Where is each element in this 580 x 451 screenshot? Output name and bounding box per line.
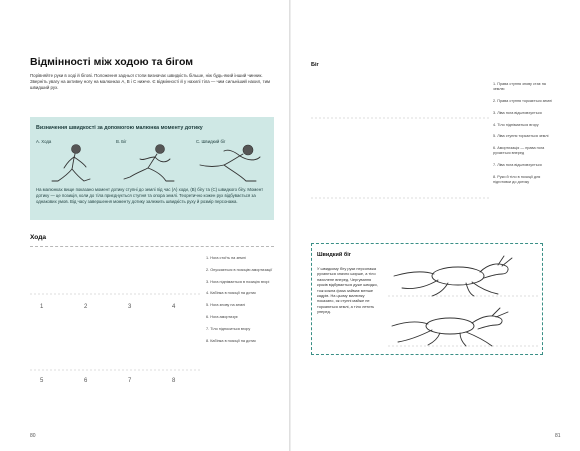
dog-sketch-top bbox=[394, 256, 512, 296]
run-note: 3. Ліва нога відштовхується bbox=[493, 110, 542, 115]
run-note: 7. Ліва нога відштовхується bbox=[493, 163, 542, 168]
label-fast-run: С. Швидкий біг bbox=[196, 139, 226, 144]
page-number-right: 81 bbox=[555, 433, 561, 439]
run-notes bbox=[493, 82, 555, 192]
fast-run-title: Швидкий біг bbox=[317, 252, 352, 258]
frame-number: 6 bbox=[84, 378, 88, 384]
fast-run-text: У швидкому бігу руки персонажа рухаються значно ширше, а тіло нахилене вперед. Чергування кроків відбувається дуже швидко, тож кожна фаза займає менше кадрів. На цьому малюнку показано, як ступні майже не торкаються землі, а тіло летить уперед. bbox=[317, 266, 378, 315]
walk-note: 6. Нога амортизує bbox=[206, 314, 238, 319]
run-note: 6. Амортизація — права нога рухається вперед bbox=[493, 146, 545, 156]
label-walk: А. Хода bbox=[36, 139, 52, 144]
page-title: Відмінності між ходою та бігом bbox=[30, 56, 194, 68]
box-title: Визначення швидкості за допомогою малюнка моменту дотику bbox=[36, 125, 203, 131]
stick-figure-fast-run bbox=[196, 143, 270, 183]
walk-divider bbox=[30, 246, 274, 247]
left-page bbox=[0, 0, 289, 451]
run-cycle-sketches bbox=[311, 70, 491, 240]
box-explanation: На малюнках вище показано момент дотику ступні до землі під час (А) ходи, (В) бігу та (С) швидкого бігу. Момент дотику — це позиція, коли до тіла приєднується ступня та опора землі. Теоретично кожен рух відбувається за однакових умов. Від часу завершення моменту дотику залежить швидкість руху й розмір персонажа. bbox=[36, 187, 264, 205]
dog-sketch-bottom bbox=[392, 308, 508, 346]
run-note: 5. Ліва ступня торкається землі bbox=[493, 134, 549, 139]
fast-run-dog-sketches bbox=[388, 250, 538, 350]
run-note: 8. Руки й тіло в позиції для підготовки до дотику bbox=[493, 174, 541, 185]
walk-note: 2. Опускається в позицію амортизації bbox=[206, 267, 273, 272]
run-heading: Біг bbox=[311, 62, 319, 68]
intro-paragraph: Порівняйте руки в ході й бігові. Положення задньої стопи визначає швидкість більше, ніж будь-який інший чинник. Зверніть увагу на активну ногу на малюнках А, В і С нижче. Є відмінності й у нахилі тіла — чим сильніший нахил, тим швидший рух. bbox=[30, 73, 271, 91]
walk-notes bbox=[206, 256, 276, 350]
frame-number: 8 bbox=[172, 378, 176, 384]
walk-note: 1. Нога стоїть на землі bbox=[206, 256, 246, 260]
frame-number: 7 bbox=[128, 378, 132, 384]
right-page bbox=[291, 0, 580, 451]
run-note: 4. Тіло піднімається вгору bbox=[493, 122, 539, 127]
frame-number: 3 bbox=[128, 304, 132, 310]
walk-note: 3. Нога піднімається в позицію вгорі bbox=[206, 279, 270, 284]
walk-note: 8. Кабінка в позиції на дотик bbox=[206, 338, 256, 343]
walk-note: 7. Тіло підноситься вгору bbox=[206, 326, 251, 331]
run-note: 2. Права ступня торкається землі bbox=[493, 99, 553, 103]
walk-heading: Хода bbox=[30, 234, 47, 241]
stick-figure-run bbox=[118, 143, 188, 183]
stick-figure-walk bbox=[40, 143, 110, 183]
label-run: В. Біг bbox=[116, 139, 127, 144]
walk-note: 4. Кабінка в позиції на дотик bbox=[206, 291, 256, 296]
frame-number: 4 bbox=[172, 304, 176, 310]
frame-number: 5 bbox=[40, 378, 44, 384]
contact-pose-box bbox=[30, 117, 274, 220]
walk-note: 5. Нога знову на землі bbox=[206, 303, 246, 308]
run-note: 1. Права ступня знову стає на землю bbox=[493, 82, 546, 92]
frame-number: 2 bbox=[84, 304, 88, 310]
frame-number: 1 bbox=[40, 304, 44, 310]
page-number-left: 80 bbox=[30, 433, 36, 439]
fast-run-box bbox=[311, 243, 543, 355]
